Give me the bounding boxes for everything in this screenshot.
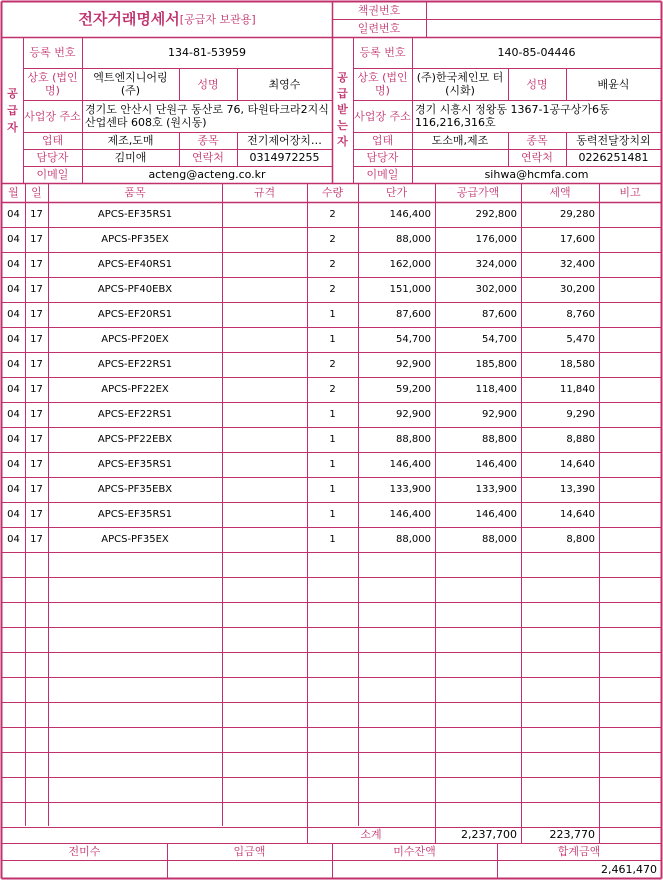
row-14-day: 17 <box>30 534 43 545</box>
deposit-value <box>167 860 332 878</box>
supplier-reg-label: 등록 번호 <box>29 46 76 59</box>
row-1-day: 17 <box>30 209 43 220</box>
row-1-spec <box>222 202 307 227</box>
supplier-address-label: 사업장 주소 <box>24 109 81 123</box>
unpaid-balance-label: 미수잔액 <box>393 845 436 858</box>
row-5-qty: 1 <box>329 309 336 320</box>
supplier-ceo-label: 성명 <box>197 77 219 91</box>
row-14-spec <box>222 527 307 552</box>
row-7-qty: 2 <box>329 359 336 370</box>
row-12-note <box>599 477 661 502</box>
row-1-note <box>599 202 661 227</box>
row-5-unit-price: 87,600 <box>396 309 431 320</box>
column-header-note: 비고 <box>619 186 641 199</box>
row-3-item: APCS-EF40RS1 <box>97 259 173 270</box>
buyer-manager-label: 담당자 <box>366 151 399 164</box>
prev-unpaid-value <box>2 860 167 878</box>
row-7-tax: 18,580 <box>560 359 595 370</box>
row-5-item: APCS-EF20RS1 <box>97 309 173 320</box>
row-2-note <box>599 227 661 252</box>
row-10-supply-amount: 88,800 <box>482 434 517 445</box>
row-1-qty: 2 <box>329 209 336 220</box>
row-10-item: APCS-PF22EBX <box>97 434 173 445</box>
row-4-unit-price: 151,000 <box>389 284 431 295</box>
prev-unpaid-label: 전미수 <box>68 845 101 858</box>
row-8-supply-amount: 118,400 <box>475 384 517 395</box>
row-14-unit-price: 88,000 <box>396 534 431 545</box>
row-14-tax: 8,800 <box>566 534 595 545</box>
row-9-qty: 1 <box>329 409 336 420</box>
row-13-tax: 14,640 <box>560 509 595 520</box>
buyer-address: 경기 시흥시 정왕동 1367-1공구상가6동116,216,316호 <box>415 103 610 129</box>
row-6-qty: 1 <box>329 334 336 345</box>
row-12-qty: 1 <box>329 484 336 495</box>
document-title: 전자거래명세서 [공급자 보관용] <box>78 9 256 28</box>
row-7-spec <box>222 352 307 377</box>
volume-number-label: 책권번호 <box>357 4 401 17</box>
subtotal-tax: 223,770 <box>549 828 595 841</box>
row-7-unit-price: 92,900 <box>396 359 431 370</box>
row-2-tax: 17,600 <box>560 234 595 245</box>
supplier-email-label: 이메일 <box>36 168 69 181</box>
row-6-item: APCS-PF20EX <box>101 334 169 345</box>
buyer-side-label <box>332 37 353 183</box>
row-5-day: 17 <box>30 309 43 320</box>
row-8-unit-price: 59,200 <box>396 384 431 395</box>
row-7-note <box>599 352 661 377</box>
row-1-item: APCS-EF35RS1 <box>97 209 173 220</box>
row-7-month: 04 <box>7 359 20 370</box>
buyer-ceo-label: 성명 <box>526 77 548 91</box>
total-amount-value: 2,461,470 <box>601 862 657 876</box>
row-13-unit-price: 146,400 <box>389 509 431 520</box>
row-7-item: APCS-EF22RS1 <box>97 359 173 370</box>
supplier-company: 엑트엔지니어링 (주) <box>93 71 168 97</box>
row-7-supply-amount: 185,800 <box>475 359 517 370</box>
row-12-unit-price: 133,900 <box>389 484 431 495</box>
row-3-day: 17 <box>30 259 43 270</box>
deposit-label: 입금액 <box>233 845 266 858</box>
row-9-item: APCS-EF22RS1 <box>97 409 173 420</box>
row-3-tax: 32,400 <box>560 259 595 270</box>
supplier-reg-no: 134-81-53959 <box>168 46 246 59</box>
row-14-qty: 1 <box>329 534 336 545</box>
row-4-tax: 30,200 <box>560 284 595 295</box>
buyer-side-char: 공 <box>337 71 348 84</box>
serial-number-value <box>426 19 661 37</box>
total-amount-label: 합계금액 <box>557 845 601 858</box>
row-3-note <box>599 252 661 277</box>
row-6-month: 04 <box>7 334 20 345</box>
buyer-biz-type-label: 업태 <box>371 134 394 147</box>
supplier-email: acteng@acteng.co.kr <box>148 168 266 181</box>
row-11-supply-amount: 146,400 <box>475 459 517 470</box>
row-1-month: 04 <box>7 209 20 220</box>
row-4-spec <box>222 277 307 302</box>
supplier-biz-type: 제조,도매 <box>107 134 154 147</box>
row-4-item: APCS-PF40EBX <box>97 284 173 295</box>
row-13-day: 17 <box>30 509 43 520</box>
row-10-note <box>599 427 661 452</box>
buyer-side-char: 받 <box>337 103 348 116</box>
subtotal-supply: 2,237,700 <box>461 828 517 841</box>
row-8-spec <box>222 377 307 402</box>
row-2-supply-amount: 176,000 <box>475 234 517 245</box>
buyer-biz-type: 도소매,제조 <box>431 134 489 147</box>
row-5-supply-amount: 87,600 <box>482 309 517 320</box>
row-11-month: 04 <box>7 459 20 470</box>
buyer-side-char: 자 <box>337 135 348 148</box>
row-3-spec <box>222 252 307 277</box>
row-10-unit-price: 88,800 <box>396 434 431 445</box>
row-2-unit-price: 88,000 <box>396 234 431 245</box>
buyer-biz-item-label: 종목 <box>526 134 548 147</box>
subtotal-label: 소계 <box>360 828 382 841</box>
buyer-email: sihwa@hcmfa.com <box>484 168 589 181</box>
row-9-day: 17 <box>30 409 43 420</box>
supplier-company-label: 상호 (법인명) <box>27 71 78 97</box>
row-12-month: 04 <box>7 484 20 495</box>
row-8-item: APCS-PF22EX <box>101 384 169 395</box>
row-1-tax: 29,280 <box>560 209 595 220</box>
buyer-email-label: 이메일 <box>366 168 399 181</box>
row-3-unit-price: 162,000 <box>389 259 431 270</box>
buyer-side-char: 는 <box>337 119 348 132</box>
row-13-spec <box>222 502 307 527</box>
row-9-supply-amount: 92,900 <box>482 409 517 420</box>
row-14-note <box>599 527 661 552</box>
supplier-biz-type-label: 업태 <box>41 134 64 147</box>
row-13-qty: 1 <box>329 509 336 520</box>
buyer-reg-no: 140-85-04446 <box>497 46 576 59</box>
buyer-manager <box>412 149 508 166</box>
row-13-item: APCS-EF35RS1 <box>97 509 173 520</box>
row-9-spec <box>222 402 307 427</box>
column-header-unit-price: 단가 <box>385 186 408 199</box>
supplier-biz-item-label: 종목 <box>197 134 219 147</box>
row-2-item: APCS-PF35EX <box>101 234 169 245</box>
row-5-month: 04 <box>7 309 20 320</box>
row-9-note <box>599 402 661 427</box>
serial-number-label: 일련번호 <box>357 21 401 35</box>
buyer-company-label: 상호 (법인명) <box>357 71 408 97</box>
unpaid-balance-value <box>332 860 497 878</box>
row-12-item: APCS-PF35EBX <box>97 484 173 495</box>
row-6-tax: 5,470 <box>566 334 595 345</box>
row-3-supply-amount: 324,000 <box>475 259 517 270</box>
row-3-month: 04 <box>7 259 20 270</box>
row-10-day: 17 <box>30 434 43 445</box>
buyer-contact-label: 연락처 <box>521 151 553 164</box>
row-12-spec <box>222 477 307 502</box>
row-12-tax: 13,390 <box>560 484 595 495</box>
buyer-address-label: 사업장 주소 <box>354 109 411 123</box>
column-header-tax: 세액 <box>549 186 571 199</box>
row-4-qty: 2 <box>329 284 336 295</box>
row-7-day: 17 <box>30 359 43 370</box>
row-4-day: 17 <box>30 284 43 295</box>
row-8-month: 04 <box>7 384 20 395</box>
row-10-tax: 8,880 <box>566 434 595 445</box>
row-8-qty: 2 <box>329 384 336 395</box>
supplier-contact: 0314972255 <box>249 151 320 164</box>
row-4-month: 04 <box>7 284 20 295</box>
supplier-side-char: 급 <box>7 103 18 117</box>
row-14-month: 04 <box>7 534 20 545</box>
row-5-spec <box>222 302 307 327</box>
row-11-note <box>599 452 661 477</box>
row-10-month: 04 <box>7 434 20 445</box>
row-10-spec <box>222 427 307 452</box>
column-header-supply-amount: 공급가액 <box>456 186 500 199</box>
buyer-reg-label: 등록 번호 <box>359 46 406 59</box>
buyer-biz-item: 동력전달장치외 <box>576 134 651 147</box>
row-4-note <box>599 277 661 302</box>
column-header-month: 월 <box>8 186 19 199</box>
row-11-qty: 1 <box>329 459 336 470</box>
row-10-qty: 1 <box>329 434 336 445</box>
row-8-tax: 11,840 <box>560 384 595 395</box>
row-8-note <box>599 377 661 402</box>
row-6-supply-amount: 54,700 <box>482 334 517 345</box>
supplier-address: 경기도 안산시 단원구 동산로 76, 타원타크라2지식산업센타 608호 (원시동) <box>85 103 329 129</box>
row-2-qty: 2 <box>329 234 336 245</box>
buyer-company: (주)한국체인모 터(시화) <box>416 71 504 97</box>
row-6-unit-price: 54,700 <box>396 334 431 345</box>
row-1-unit-price: 146,400 <box>389 209 431 220</box>
row-11-item: APCS-EF35RS1 <box>97 459 173 470</box>
row-6-spec <box>222 327 307 352</box>
buyer-side-char: 급 <box>337 87 348 100</box>
row-1-supply-amount: 292,800 <box>475 209 517 220</box>
supplier-ceo: 최영수 <box>268 77 301 91</box>
row-4-supply-amount: 302,000 <box>475 284 517 295</box>
supplier-manager-label: 담당자 <box>36 151 69 164</box>
row-9-month: 04 <box>7 409 20 420</box>
column-header-qty: 수량 <box>321 186 344 199</box>
supplier-side-label <box>2 37 23 183</box>
buyer-ceo: 배윤식 <box>597 77 630 91</box>
row-5-tax: 8,760 <box>566 309 595 320</box>
supplier-side-char: 자 <box>7 120 18 134</box>
column-header-day: 일 <box>31 186 42 199</box>
column-header-item: 품목 <box>124 186 146 199</box>
row-5-note <box>599 302 661 327</box>
column-header-spec: 규격 <box>253 186 276 199</box>
buyer-contact: 0226251481 <box>578 151 649 164</box>
row-14-item: APCS-PF35EX <box>101 534 169 545</box>
row-12-day: 17 <box>30 484 43 495</box>
row-6-note <box>599 327 661 352</box>
supplier-biz-item: 전기제어장치… <box>247 134 322 147</box>
row-13-note <box>599 502 661 527</box>
row-13-month: 04 <box>7 509 20 520</box>
row-9-unit-price: 92,900 <box>396 409 431 420</box>
row-9-tax: 9,290 <box>566 409 595 420</box>
supplier-side-char: 공 <box>7 86 18 100</box>
row-11-unit-price: 146,400 <box>389 459 431 470</box>
row-14-supply-amount: 88,000 <box>482 534 517 545</box>
row-11-day: 17 <box>30 459 43 470</box>
row-2-day: 17 <box>30 234 43 245</box>
row-3-qty: 2 <box>329 259 336 270</box>
row-6-day: 17 <box>30 334 43 345</box>
row-8-day: 17 <box>30 384 43 395</box>
supplier-contact-label: 연락처 <box>192 151 224 164</box>
row-11-spec <box>222 452 307 477</box>
supplier-manager: 김미애 <box>114 151 147 164</box>
row-13-supply-amount: 146,400 <box>475 509 517 520</box>
row-2-spec <box>222 227 307 252</box>
row-11-tax: 14,640 <box>560 459 595 470</box>
row-12-supply-amount: 133,900 <box>475 484 517 495</box>
row-2-month: 04 <box>7 234 20 245</box>
volume-number-value <box>426 2 661 19</box>
